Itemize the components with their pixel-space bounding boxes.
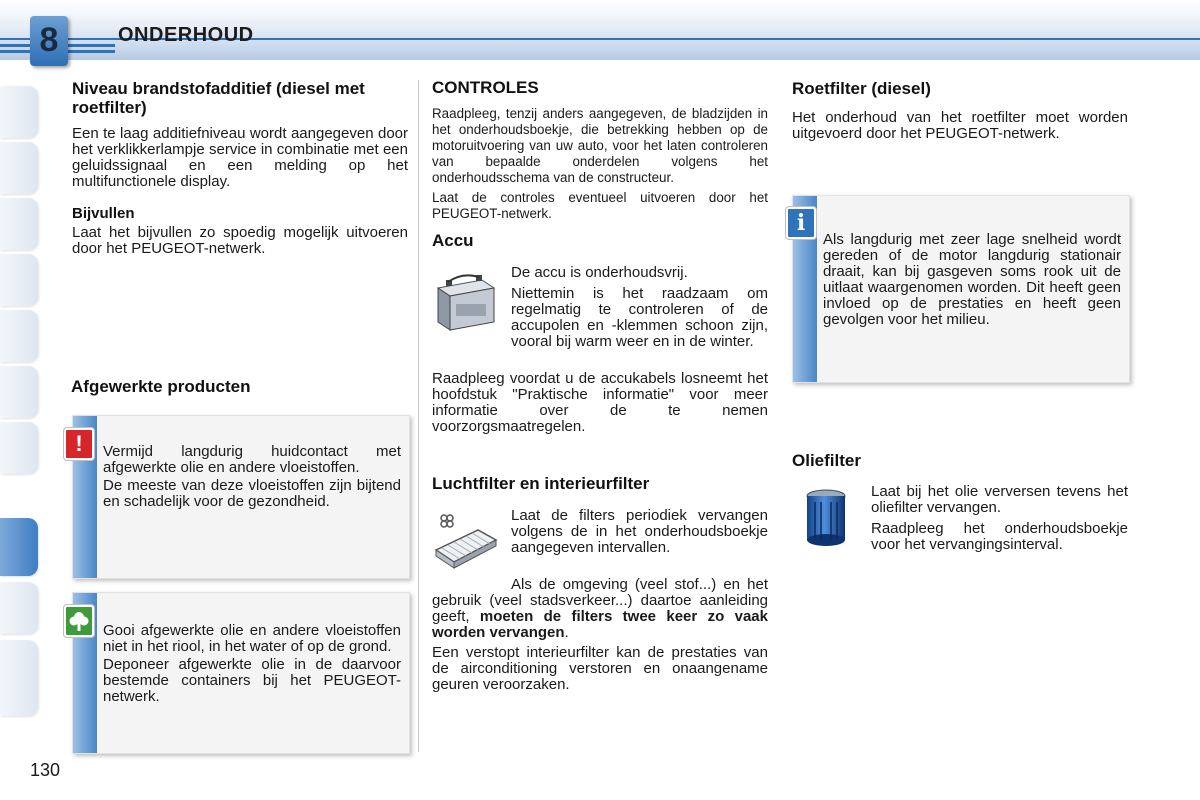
warning-note	[72, 415, 410, 579]
section-title-controles: CONTROLES	[432, 78, 539, 97]
chapter-tab[interactable]	[0, 254, 38, 306]
section-title-oliefilter: Oliefilter	[792, 451, 861, 470]
accu-text: Raadpleeg voordat u de accukabels losneemt het hoofdstuk "Praktische informatie" voor meer informatie over de te nemen voorzorgsmaatregelen.	[432, 370, 768, 435]
column-divider	[418, 80, 419, 752]
section-title-additief: Niveau brandstofadditief (diesel met roetfilter)	[72, 79, 365, 117]
warning-icon: !	[64, 428, 94, 460]
accu-block	[511, 265, 768, 350]
chapter-tab[interactable]	[0, 86, 38, 138]
oliefilter-block	[871, 484, 1128, 553]
accu-block-2	[432, 371, 768, 435]
accu-text: Niettemin is het raadzaam om regelmatig te controleren of de accupolen en -klemmen schoon zijn, vooral bij warm weer en in de winter.	[511, 285, 768, 350]
middle-column	[432, 78, 768, 250]
warning-text: De meeste van deze vloeistoffen zijn bijtend en schadelijk voor de gezondheid.	[103, 477, 401, 510]
section-title-accu: Accu	[432, 231, 474, 250]
oil-filter-icon	[803, 488, 849, 555]
chapter-tab[interactable]	[0, 640, 38, 716]
bijvullen-text: Laat het bijvullen zo spoedig mogelijk uitvoeren door het PEUGEOT-netwerk.	[72, 224, 408, 257]
chapter-tab[interactable]	[0, 198, 38, 250]
info-text: Als langdurig met zeer lage snelheid wordt gereden of de motor langdurig stationair draait, kan bij gasgeven soms rook uit de uitlaat waargenomen worden. Dit heeft geen invloed op de prestaties en heeft geen gevolgen voor het milieu.	[823, 231, 1121, 328]
chapter-tab[interactable]	[0, 582, 38, 634]
filter-block	[511, 508, 768, 556]
chapter-tab[interactable]	[0, 422, 38, 474]
additief-text: Een te laag additiefniveau wordt aangegeven door het verklikkerlampje service in combinatie met een geluidssignaal en een melding op het multifunctionele display.	[72, 125, 408, 190]
environment-note	[72, 592, 410, 754]
chapter-tab[interactable]	[0, 366, 38, 418]
air-filter-icon	[432, 512, 500, 577]
filter-block-2	[432, 577, 768, 693]
filter-text-part: Als de omgeving (veel stof...) en het gebruik (veel stadsverkeer...) daartoe aanleiding geeft,	[432, 576, 768, 625]
filter-text: Een verstopt interieurfilter kan de prestaties van de airconditioning verstoren en onaangename geuren veroorzaken.	[432, 644, 768, 693]
environment-text: Deponeer afgewerkte olie in de daarvoor bestemde containers bij het PEUGEOT-netwerk.	[103, 656, 401, 705]
section-title-afgewerkte-producten: Afgewerkte producten	[71, 377, 251, 396]
left-column	[72, 79, 408, 257]
chapter-tab-active[interactable]	[0, 518, 38, 576]
section-title-luchtfilter: Luchtfilter en interieurfilter	[432, 474, 650, 493]
section-title-roetfilter: Roetfilter (diesel)	[792, 79, 931, 98]
controles-text: Raadpleeg, tenzij anders aangegeven, de bladzijden in het onderhoudsboekje, die betrekking hebben op de motoruitvoering van uw auto, voor het laten controleren van bepaalde onderdelen volgens het onderhoudsschema van de constructeur.	[432, 106, 768, 185]
info-note	[792, 195, 1130, 383]
filter-text-part: .	[564, 624, 569, 641]
roetfilter-text: Het onderhoud van het roetfilter moet worden uitgevoerd door het PEUGEOT-netwerk.	[792, 109, 1128, 142]
battery-icon	[432, 270, 498, 339]
tree-icon	[64, 605, 94, 637]
accu-text: De accu is onderhoudsvrij.	[511, 264, 688, 281]
oliefilter-text: Raadpleeg het onderhoudsboekje voor het vervangingsinterval.	[871, 520, 1128, 553]
environment-text: Gooi afgewerkte olie en andere vloeistoffen niet in het riool, in het water of op de grond.	[103, 622, 401, 655]
info-icon: i	[786, 207, 816, 239]
filter-text-emphasis: moeten de filters twee keer zo vaak worden vervangen	[432, 608, 768, 641]
warning-text: Vermijd langdurig huidcontact met afgewerkte olie en andere vloeistoffen.	[103, 443, 401, 476]
controles-text: Laat de controles eventueel uitvoeren door het PEUGEOT-netwerk.	[432, 190, 768, 221]
chapter-number: 8	[39, 21, 59, 59]
chapter-tab[interactable]	[0, 142, 38, 194]
filter-text	[432, 577, 768, 641]
chapter-title: ONDERHOUD	[118, 24, 254, 46]
page-number: 130	[30, 760, 61, 780]
chapter-tab[interactable]	[0, 310, 38, 362]
oliefilter-text: Laat bij het olie verversen tevens het oliefilter vervangen.	[871, 483, 1128, 516]
subsection-title-bijvullen: Bijvullen	[72, 205, 135, 222]
right-column	[792, 79, 1128, 142]
filter-text: Laat de filters periodiek vervangen volgens de in het onderhoudsboekje aangegeven intervallen.	[511, 507, 768, 556]
